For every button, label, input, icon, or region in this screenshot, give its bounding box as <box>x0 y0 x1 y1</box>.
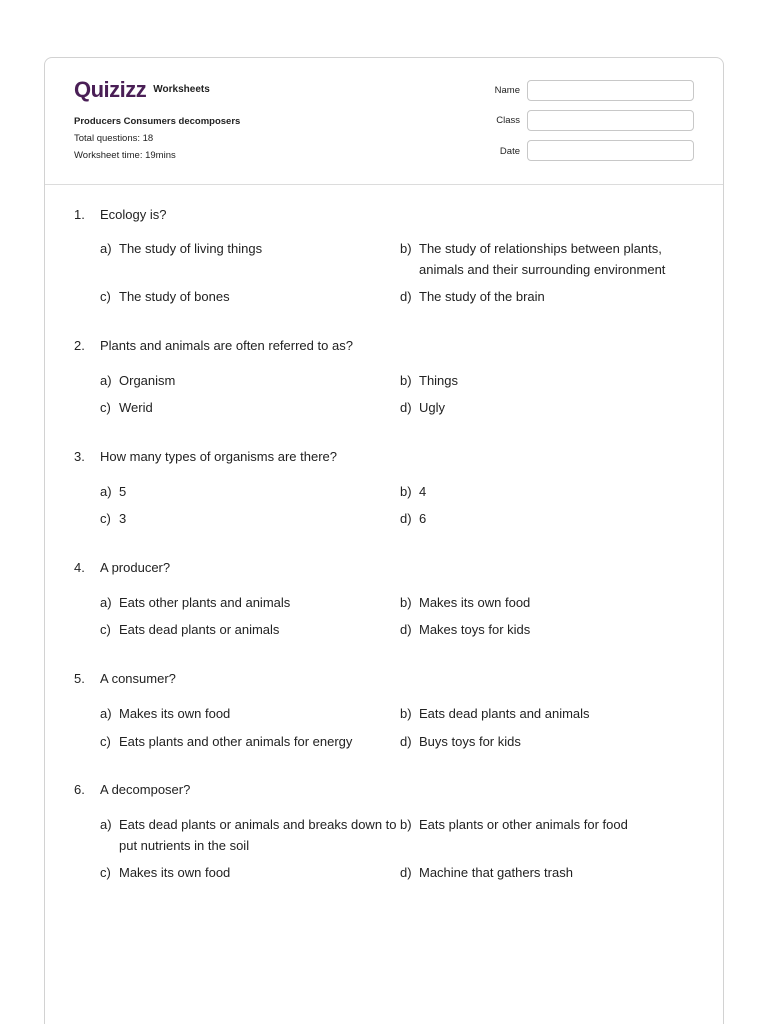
option-text: Makes its own food <box>419 595 531 610</box>
option-d <box>400 731 700 752</box>
class-field[interactable] <box>527 110 694 131</box>
question-number: 3. <box>74 449 85 464</box>
option-a <box>100 814 400 856</box>
worksheet-title: Producers Consumers decomposers <box>74 116 241 127</box>
option-c <box>100 862 400 883</box>
option-label: a) <box>100 595 112 610</box>
option-text: Eats dead plants or animals and breaks down to put nutrients in the soil <box>119 817 397 853</box>
option-label: b) <box>400 241 412 256</box>
option-text: Eats plants and other animals for energy <box>119 734 353 749</box>
option-label: d) <box>400 865 412 880</box>
option-label: b) <box>400 817 412 832</box>
option-c <box>100 286 400 307</box>
option-text: Ugly <box>419 400 446 415</box>
option-label: a) <box>100 817 112 832</box>
name-field[interactable] <box>527 80 694 101</box>
option-b <box>400 814 700 835</box>
question-number: 6. <box>74 782 85 797</box>
option-label: d) <box>400 289 412 304</box>
option-text: Makes its own food <box>119 865 231 880</box>
option-a <box>100 238 400 259</box>
name-label: Name <box>494 85 520 96</box>
option-label: a) <box>100 373 112 388</box>
option-text: 3 <box>119 511 127 526</box>
option-text: Things <box>419 373 459 388</box>
total-questions: Total questions: 18 <box>74 133 154 144</box>
option-text: Makes toys for kids <box>419 622 531 637</box>
option-label: c) <box>100 511 111 526</box>
option-label: d) <box>400 734 412 749</box>
option-a <box>100 592 400 613</box>
option-b <box>400 703 700 724</box>
worksheet-time: Worksheet time: 19mins <box>74 150 176 161</box>
option-c <box>100 397 400 418</box>
option-text: Buys toys for kids <box>419 734 521 749</box>
brand <box>74 78 210 102</box>
option-label: a) <box>100 241 112 256</box>
option-label: b) <box>400 484 412 499</box>
option-a <box>100 703 400 724</box>
option-label: d) <box>400 622 412 637</box>
question-text: Plants and animals are often referred to as? <box>100 338 353 353</box>
question-text: Ecology is? <box>100 207 167 222</box>
option-label: d) <box>400 511 412 526</box>
option-label: a) <box>100 706 112 721</box>
option-text: Eats other plants and animals <box>119 595 291 610</box>
option-text: The study of the brain <box>419 289 545 304</box>
question-number: 1. <box>74 207 85 222</box>
option-text: The study of relationships between plants, animals and their surrounding environment <box>419 241 666 277</box>
question-number: 2. <box>74 338 85 353</box>
option-c <box>100 508 400 529</box>
option-label: d) <box>400 400 412 415</box>
option-label: b) <box>400 373 412 388</box>
option-d <box>400 286 700 307</box>
option-b <box>400 481 700 502</box>
option-b <box>400 370 700 391</box>
option-label: c) <box>100 400 111 415</box>
worksheet-header <box>45 58 723 185</box>
option-label: c) <box>100 622 111 637</box>
question-number: 4. <box>74 560 85 575</box>
option-text: Eats plants or other animals for food <box>419 817 628 832</box>
worksheet <box>44 57 724 1024</box>
option-label: a) <box>100 484 112 499</box>
quizizz-logo: Quizizz <box>74 77 147 102</box>
option-label: c) <box>100 289 111 304</box>
option-d <box>400 619 700 640</box>
option-text: Organism <box>119 373 176 388</box>
option-c <box>100 619 400 640</box>
option-text: 4 <box>419 484 427 499</box>
date-field[interactable] <box>527 140 694 161</box>
option-a <box>100 481 400 502</box>
option-text: The study of living things <box>119 241 263 256</box>
option-c <box>100 731 400 752</box>
option-a <box>100 370 400 391</box>
question-text: A consumer? <box>100 671 176 686</box>
option-text: Eats dead plants and animals <box>419 706 590 721</box>
date-label: Date <box>499 146 520 157</box>
question-text: A decomposer? <box>100 782 191 797</box>
option-text: Eats dead plants or animals <box>119 622 280 637</box>
option-d <box>400 397 700 418</box>
option-label: b) <box>400 595 412 610</box>
option-b <box>400 592 700 613</box>
option-d <box>400 862 700 883</box>
option-text: Makes its own food <box>119 706 231 721</box>
option-text: 6 <box>419 511 427 526</box>
option-text: Werid <box>119 400 153 415</box>
option-text: Machine that gathers trash <box>419 865 573 880</box>
option-text: The study of bones <box>119 289 230 304</box>
option-label: c) <box>100 865 111 880</box>
question-text: How many types of organisms are there? <box>100 449 337 464</box>
option-text: 5 <box>119 484 127 499</box>
option-label: c) <box>100 734 111 749</box>
option-label: b) <box>400 706 412 721</box>
question-text: A producer? <box>100 560 171 575</box>
option-d <box>400 508 700 529</box>
class-label: Class <box>496 115 520 126</box>
logo-subtitle: Worksheets <box>153 84 210 95</box>
option-b <box>400 238 700 280</box>
question-number: 5. <box>74 671 85 686</box>
